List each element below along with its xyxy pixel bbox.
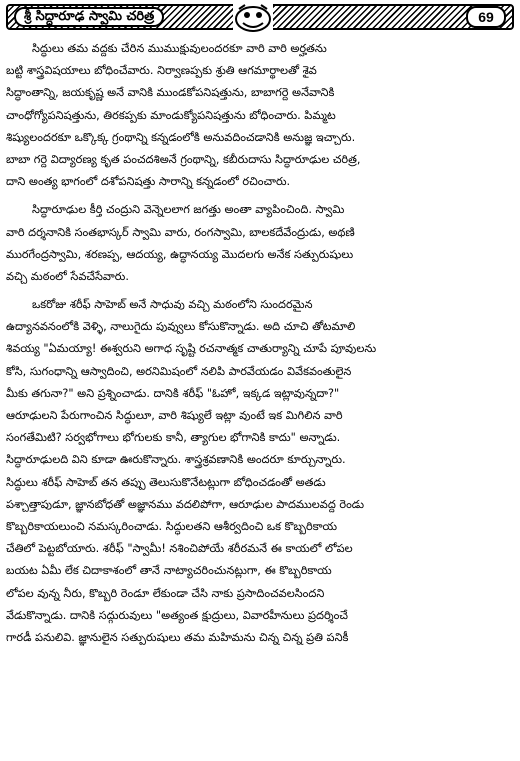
page-body (6, 38, 514, 649)
text-line: కొబ్బరికాయలుంచి నమస్కరించాడు. సిద్ధులతని ఆశీర్వదించి ఒక కొబ్బరికాయ (6, 519, 338, 533)
text-line: సిద్ధారూఢులది విని కూడా ఊరుకొన్నారు. శాస్త్రశ్రవణానికి అందరూ కూర్చున్నారు. (6, 453, 346, 467)
text-line: బాబా గర్దె విద్యారణ్య కృత పంచదశిఅనే గ్రంథాన్ని, కబీరుదాసు సిద్ధారూఢుల చరిత్ర, (6, 152, 361, 166)
text-line: సిద్ధులు తమ వద్దకు చేరిన ముముక్షువులందరకూ వారి వారి అర్హతను (32, 42, 327, 55)
text-line: చేతిలో పెట్టబోయారు. శరీఫ్ "స్వామీ! నశించిపోయే శరీరమనే ఈ కాయలో లోపల (6, 542, 353, 556)
page-number: 69 (466, 6, 506, 28)
deity-emblem-icon (233, 3, 273, 33)
paragraph (6, 38, 514, 193)
text-line: గారడీ పనులివి. జ్ఞానులైన సత్పురుషులు తమ మహిమను చిన్న చిన్న ప్రతి పనికీ (6, 630, 349, 644)
text-line: ఆరూఢులని పేరుగాంచిన సిద్ధులూ, వారి శిష్యులే ఇట్లా వుంటే ఇక మిగిలిన వారి (6, 409, 343, 422)
text-line: బట్టి శాస్త్రవిషయాలు బోధించేవారు. నిర్వాణప్పకు శ్రుతి ఆగమార్థాలతో శైవ (6, 64, 317, 78)
text-line: బయట ఏమీ లేక చిదాకాశంలో తానే నాట్యాచరించునట్లుగా, ఈ కొబ్బరికాయ (6, 564, 332, 578)
text-line: సిద్ధారూఢుల కీర్తి చంద్రుని వెన్నెలలాగ జగత్తు అంతా వ్యాపించింది. స్వామి (32, 203, 345, 217)
text-line: సిద్ధులు శరీఫ్ సాహెబ్ తన తప్పు తెలుసుకొనేటట్లుగా బోధించడంతో అతడు (6, 475, 326, 489)
text-line: చాంధోగ్యోపనిషత్తును, తిరకప్పకు మాండుక్యోపనిషత్తును బోధించారు. పిమ్మట (6, 108, 336, 122)
paragraph (6, 294, 514, 649)
book-title: శ్రీ సిద్ధారూఢ స్వామి చరిత్ర (14, 7, 164, 27)
text-line: దాని అంత్య భాగంలో దశోపనిషత్తు సారాన్ని కన్నడంలో రచించారు. (6, 175, 291, 189)
text-line: ఒకరోజు శరీఫ్ సాహెబ్ అనే సాధువు వచ్చి మఠంలోని సుందరమైన (32, 298, 313, 312)
text-line: శివయ్య "ఏమయ్యా! ఈశ్వరుని అగాధ సృష్టి రచనాత్మక చాతుర్యాన్ని చూపే పూవులను (6, 342, 377, 356)
paragraph (6, 199, 514, 288)
text-line: వేడుకొన్నాడు. దానికి సద్గురువులు "అత్యంత క్షుద్రులు, వివారహీనులు ప్రదర్శించే (6, 608, 348, 622)
text-line: శిష్యులందరకూ ఒక్కొక్క గ్రంథాన్ని కన్నడంలోకి అనువదించడానికి అనుజ్ఞ ఇచ్చారు. (6, 130, 356, 144)
text-line: సిద్ధాంతాన్ని, జయకృష్ణ అనే వానికి ముండకోపనిషత్తును, బాబాగర్దె అనేవానికి (6, 86, 335, 100)
text-line: పశ్చాత్తాపుడూ, జ్ఞానబోధతో అజ్ఞానము వదలిపోగా, ఆరూఢుల పాదములవద్ద రెండు (6, 497, 365, 511)
running-header (6, 4, 514, 30)
text-line: వచ్చి మఠంలో సేవచేసేవారు. (6, 269, 129, 283)
text-line: వారి దర్శనానికి సంతభాస్కర్ స్వామి వారు, రంగస్వామి, బాలకదేవేంద్రుడు, అథణి (6, 225, 355, 239)
text-line: లోపల వున్న నీరు, కొబ్బరి రెండూ లేకుండా చేసి నాకు ప్రసాదించవలసిందని (6, 586, 325, 600)
text-line: మురగేంద్రస్వామి, శరణప్ప, ఆదయ్య, ఉద్ధానయ్య మొదలగు అనేక సత్పురుషులు (6, 247, 354, 261)
text-line: కోసి, సుగంధాన్ని ఆస్వాదించి, అరనిమిషంలో నలిపి పారవేయడం వివేకవంతులైన (6, 364, 352, 378)
text-line: సంగతేమిటి? సర్వభోగాలు భోగులకు కానీ, త్యాగుల భోగానికి కాదు" అన్నాడు. (6, 431, 341, 445)
text-line: మీకు తగునా?" అని ప్రశ్నించాడు. దానికి శరీఫ్ "ఓహో, ఇక్కడ ఇట్లావున్నదా?" (6, 386, 340, 400)
text-line: ఉద్యానవనంలోకి వెళ్ళి, నాలుగైదు పువ్వులు కోసుకొన్నాడు. అది చూచి తోటమాలి (6, 320, 356, 334)
